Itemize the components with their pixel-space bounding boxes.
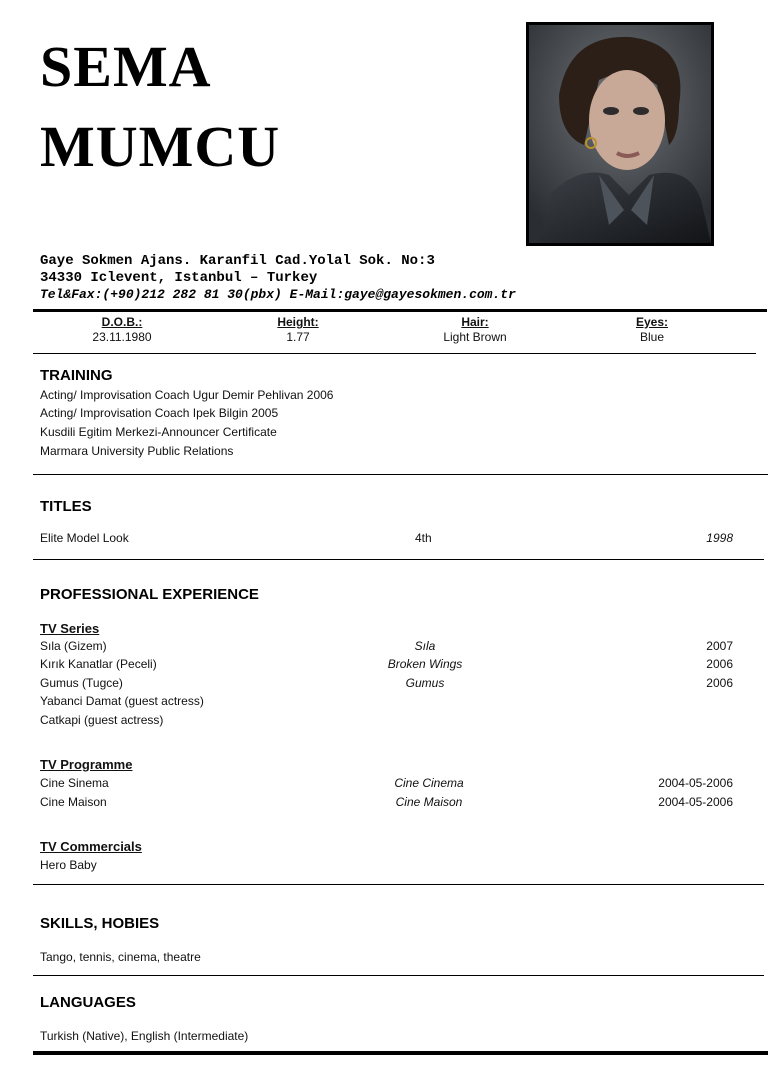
tv-series-year: 2006 xyxy=(706,657,733,671)
tv-series-title: Sıla xyxy=(414,639,436,653)
tv-series-year: 2007 xyxy=(706,639,733,653)
training-item: Acting/ Improvisation Coach Ugur Demir Pehlivan 2006 xyxy=(40,388,334,402)
height-block xyxy=(228,315,368,344)
tv-programme-year: 2004-05-2006 xyxy=(658,776,733,790)
title-year: 1998 xyxy=(706,531,733,545)
dob-value: 23.11.1980 xyxy=(92,330,152,344)
tv-programme-role: Cine Maison xyxy=(40,795,107,809)
portrait-image xyxy=(529,25,711,243)
tv-commercials-role: Hero Baby xyxy=(40,858,97,872)
training-item: Marmara University Public Relations xyxy=(40,444,234,458)
title-rank: 4th xyxy=(415,531,432,545)
hair-block xyxy=(405,315,545,344)
height-label: Height: xyxy=(277,315,319,329)
tv-programme-title: Cine Maison xyxy=(395,795,463,809)
eyes-value: Blue xyxy=(639,330,665,344)
tv-series-label: TV Series xyxy=(40,621,100,636)
header-divider xyxy=(33,309,767,312)
tv-series-role: Sıla (Gizem) xyxy=(40,639,107,653)
agency-address-line1: Gaye Sokmen Ajans. Karanfil Cad.Yolal Sok. No:3 xyxy=(40,253,435,269)
titles-heading: TITLES xyxy=(40,498,92,515)
last-name: MUMCU xyxy=(40,114,281,179)
hair-label: Hair: xyxy=(461,315,489,329)
agency-contact: Tel&Fax:(+90)212 282 81 30(pbx) E-Mail:gaye@gayesokmen.com.tr xyxy=(40,287,516,302)
eyes-block xyxy=(582,315,722,344)
tv-programme-label: TV Programme xyxy=(40,757,133,772)
portrait-photo xyxy=(526,22,714,246)
tv-series-title: Gumus xyxy=(405,676,445,690)
dob-label: D.O.B.: xyxy=(101,315,143,329)
languages-heading: LANGUAGES xyxy=(40,994,136,1011)
skills-heading: SKILLS, HOBIES xyxy=(40,915,160,932)
tv-series-role: Kırık Kanatlar (Peceli) xyxy=(40,657,157,671)
hair-value: Light Brown xyxy=(443,330,507,344)
eyes-label: Eyes: xyxy=(635,315,669,329)
tv-series-role: Yabanci Damat (guest actress) xyxy=(40,694,204,708)
tv-series-year: 2006 xyxy=(706,676,733,690)
training-item: Kusdili Egitim Merkezi-Announcer Certificate xyxy=(40,425,277,439)
tv-series-role: Catkapi (guest actress) xyxy=(40,713,164,727)
training-item: Acting/ Improvisation Coach Ipek Bilgin 2005 xyxy=(40,406,279,420)
tv-programme-role: Cine Sinema xyxy=(40,776,109,790)
tv-series-role: Gumus (Tugce) xyxy=(40,676,123,690)
agency-address-line2: 34330 Iclevent, Istanbul – Turkey xyxy=(40,270,318,286)
skills-text: Tango, tennis, cinema, theatre xyxy=(40,950,201,964)
languages-text: Turkish (Native), English (Intermediate) xyxy=(40,1029,249,1043)
experience-divider xyxy=(33,884,764,885)
tv-commercials-label: TV Commercials xyxy=(40,839,142,854)
footer-divider xyxy=(33,1051,768,1055)
title-name: Elite Model Look xyxy=(40,531,129,545)
tv-programme-year: 2004-05-2006 xyxy=(658,795,733,809)
experience-heading: PROFESSIONAL EXPERIENCE xyxy=(40,586,259,603)
tv-programme-title: Cine Cinema xyxy=(394,776,464,790)
titles-divider xyxy=(33,559,764,560)
skills-divider xyxy=(33,975,764,976)
height-value: 1.77 xyxy=(286,330,310,344)
stats-divider xyxy=(33,353,756,354)
training-heading: TRAINING xyxy=(40,367,113,384)
training-divider xyxy=(33,474,768,475)
tv-series-title: Broken Wings xyxy=(387,657,463,671)
first-name: SEMA xyxy=(40,34,212,99)
dob-block xyxy=(52,315,192,344)
